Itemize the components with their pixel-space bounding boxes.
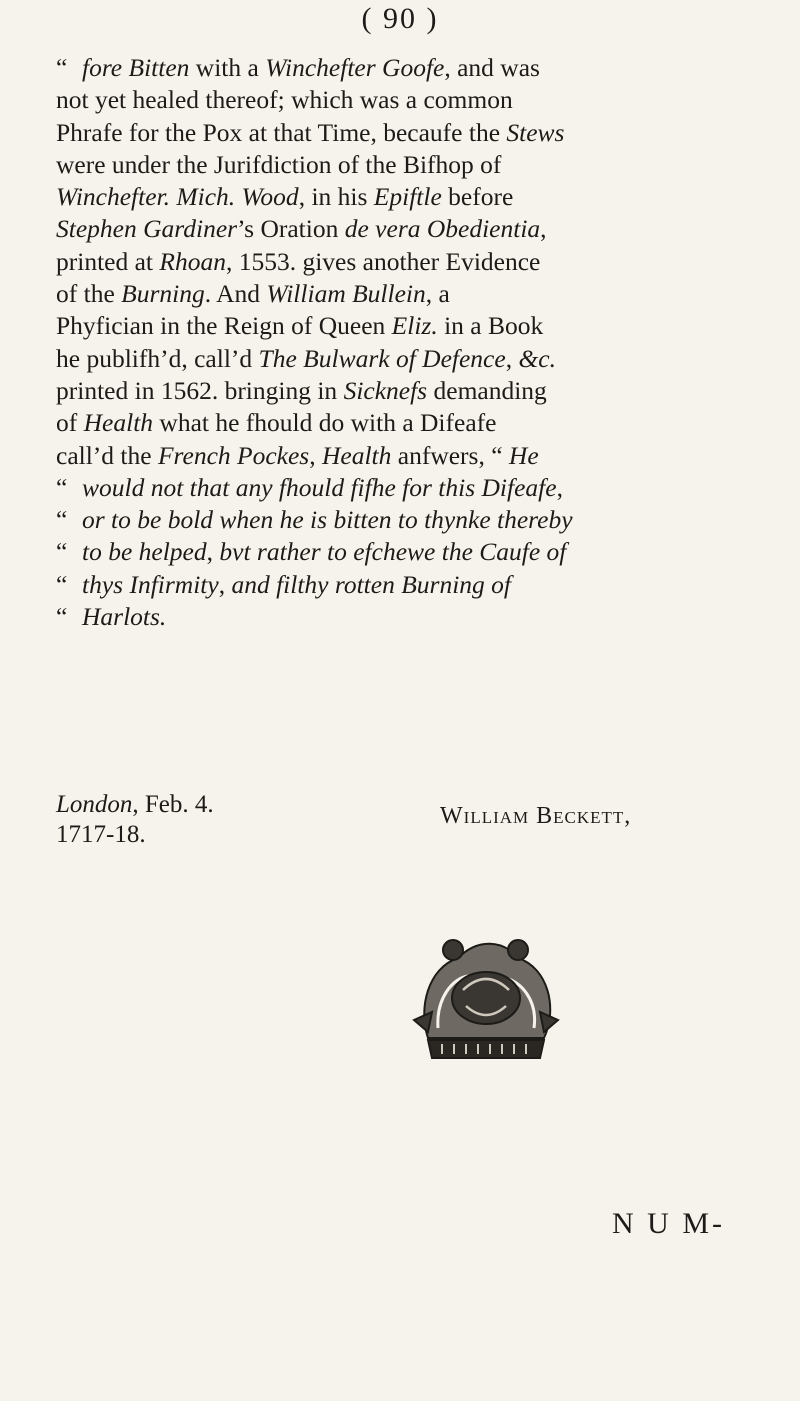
roman-text: printed at: [56, 246, 160, 276]
text-line: [56, 504, 771, 536]
text-line: [56, 472, 771, 504]
italic-text: thys Infirmity: [82, 569, 219, 599]
text-line: [56, 149, 771, 181]
italic-text: Stews: [506, 117, 565, 147]
italic-text: to be helped: [82, 537, 207, 567]
text-line: [56, 343, 771, 375]
roman-text: printed in 1562. bringing in: [56, 375, 344, 405]
italic-text: Rhoan: [159, 246, 226, 276]
quote-mark: “: [56, 505, 68, 535]
dateline-place: London: [56, 791, 133, 818]
italic-text: Health: [83, 408, 154, 438]
roman-text: Phyfician in the Reign of Queen: [56, 311, 392, 341]
italic-text: Winchefter Goofe: [265, 53, 445, 82]
quote-mark: “: [56, 602, 68, 632]
quote-mark: “: [56, 537, 68, 567]
text-line: [56, 246, 771, 278]
roman-text: with a: [189, 53, 266, 82]
text-line: [56, 440, 771, 472]
italic-text: or to be bold when he is bitten to thynke thereby: [82, 505, 573, 535]
page-number: ( 90 ): [361, 2, 439, 35]
text-line: [56, 536, 771, 568]
roman-text: of the: [56, 279, 122, 309]
roman-text: were under the Jurifdiction of the Bifhop of: [56, 149, 502, 179]
quote-mark: “: [56, 53, 68, 82]
roman-text: before: [441, 182, 514, 212]
roman-text: ,: [309, 440, 322, 470]
roman-text: , a: [425, 279, 450, 309]
italic-text: Stephen Gardiner: [56, 214, 238, 244]
italic-text: fore Bitten: [82, 53, 190, 82]
text-line: [56, 84, 771, 116]
roman-text: ,: [556, 472, 563, 502]
text-line: [56, 569, 771, 601]
italic-text: Sicknefs: [343, 375, 428, 405]
roman-text: , 1553. gives another Evidence: [225, 246, 541, 276]
italic-text: The Bulwark of Defence: [258, 343, 506, 373]
text-line: [56, 117, 771, 149]
roman-text: ’s Oration: [237, 214, 345, 244]
text-line: [56, 407, 771, 439]
roman-text: demanding: [427, 375, 547, 405]
text-line: [56, 601, 771, 633]
text-line: [56, 375, 771, 407]
italic-text: French Pockes: [157, 440, 310, 470]
text-line: [56, 310, 771, 342]
roman-text: ,: [540, 214, 547, 244]
roman-text: call’d the: [56, 440, 158, 470]
italic-text: Burning: [121, 279, 205, 309]
italic-text: He: [508, 440, 539, 470]
italic-text: bvt rather to efchewe the Caufe of: [219, 537, 567, 567]
signature: William Beckett,: [440, 803, 632, 829]
italic-text: Epiftle: [373, 182, 442, 212]
italic-text: would not that any fhould fifhe for this Difeafe: [82, 472, 557, 502]
roman-text: what he fhould do with a Difeafe: [153, 408, 497, 438]
italic-text: Winchefter. Mich. Wood: [56, 182, 299, 212]
italic-text: and filthy rotten Burning of: [231, 569, 511, 599]
roman-text: ,: [206, 537, 220, 567]
body-text: [56, 52, 771, 633]
text-line: [56, 181, 771, 213]
catchword: N U M-: [612, 1207, 725, 1240]
roman-text: ,: [218, 569, 232, 599]
roman-text: ,: [505, 343, 519, 373]
italic-text: Health: [321, 440, 392, 470]
roman-text: , and was: [444, 53, 540, 82]
roman-text: , in his: [298, 182, 374, 212]
woodcut-ornament: [408, 928, 564, 1062]
text-line: [56, 52, 771, 84]
italic-text: de vera Obedientia: [344, 214, 541, 244]
italic-text: William Bullein: [266, 279, 426, 309]
dateline: [56, 790, 214, 850]
italic-text: Eliz.: [391, 311, 438, 341]
roman-text: Phrafe for the Pox at that Time, becaufe the: [56, 117, 507, 147]
italic-text: &c.: [518, 343, 556, 373]
dateline-date: , Feb. 4.: [132, 791, 214, 818]
quote-mark: “: [56, 472, 68, 502]
roman-text: of: [56, 408, 84, 438]
roman-text: in a Book: [437, 311, 544, 341]
roman-text: . And: [204, 279, 267, 309]
quote-mark: “: [56, 569, 68, 599]
text-line: [56, 278, 771, 310]
dateline-year: 1717-18.: [56, 821, 146, 848]
roman-text: not yet healed thereof; which was a common: [56, 85, 513, 115]
roman-text: he publifh’d, call’d: [56, 343, 259, 373]
italic-text: Harlots.: [82, 602, 167, 632]
roman-text: anfwers, “: [391, 440, 509, 470]
text-line: [56, 213, 771, 245]
